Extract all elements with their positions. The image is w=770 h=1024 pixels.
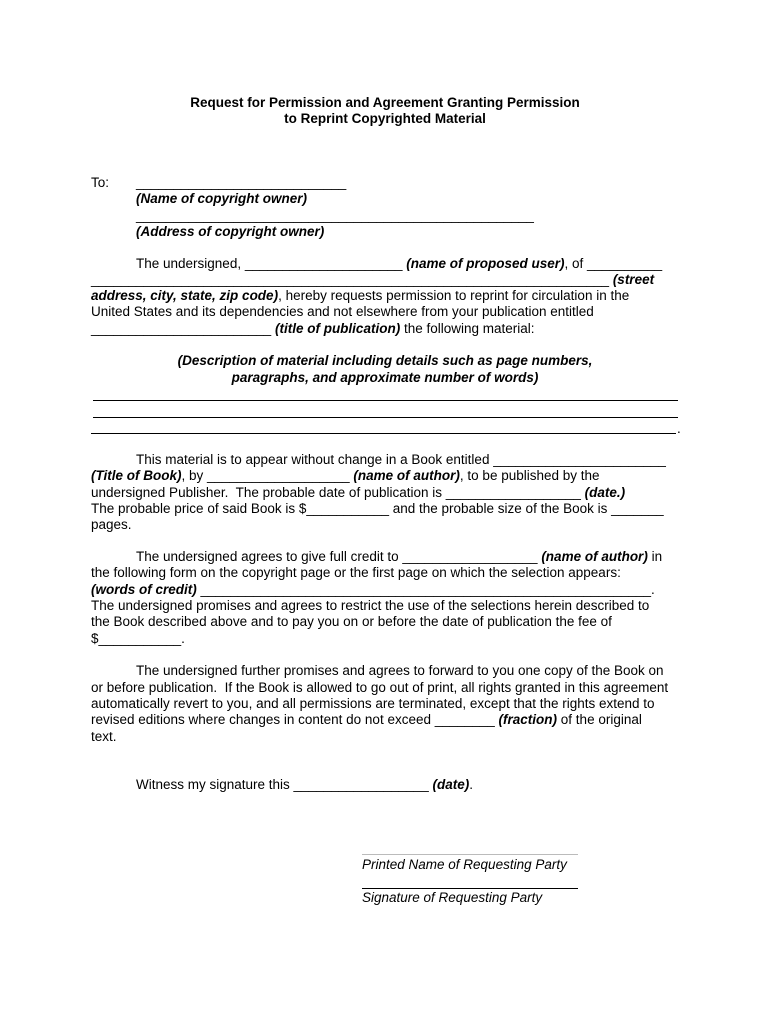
para2-line-5: pages. [91,517,132,532]
para1-text: the following material: [400,321,535,336]
document-title-line-1: Request for Permission and Agreement Granting Permission [190,95,580,110]
para3-text: in [647,549,663,564]
witness-date-label: (date) [432,777,470,792]
printed-name-line[interactable] [362,854,578,855]
street-blank[interactable]: _____________________________________________________________________ [91,272,613,287]
fraction-label: (fraction) [498,712,558,727]
para3-text: The undersigned agrees to give full credit to __________________ [136,549,542,564]
para1-line-2 [91,272,654,288]
publication-title-label: (title of publication) [274,321,401,336]
address-label: address, city, state, zip code) [91,288,279,303]
para4-text: of the original [557,712,642,727]
para3-line-5: the Book described above and to pay you on or before the date of publication the fee of [91,614,612,629]
proposed-user-label: (name of proposed user) [406,256,565,271]
para1-text: The undersigned, _____________________ [136,256,407,271]
para2-line-3 [91,485,625,501]
para2-line-1: This material is to appear without change in a Book entitled _______________________ [136,452,666,467]
para1-text: , of __________ [564,256,663,271]
para1-line-1 [136,256,662,272]
words-of-credit-blank[interactable]: ____________________________________________________________. [196,582,655,597]
words-of-credit-label: (words of credit) [91,582,197,597]
para3-line-4: The undersigned promises and agrees to restrict the use of the selections herein described to [91,598,650,613]
publication-title-blank[interactable]: ________________________ [91,321,275,336]
para4-line-4 [91,712,642,728]
witness-text: . [469,777,473,792]
street-label: (street [612,272,655,287]
description-end-period: . [677,421,681,436]
fee-blank[interactable]: $___________. [91,631,185,646]
para1-line-4: United States and its dependencies and not elsewhere from your publication entitled [91,304,594,319]
date-label: (date.) [584,485,626,500]
para3-line-2: the following form on the copyright page or the first page on which the selection appears: [91,565,621,580]
description-blank-line-1[interactable] [93,400,678,401]
para1-line-5 [91,321,535,337]
para1-text: , hereby requests permission to reprint for circulation in the [278,288,630,303]
author-label: (name of author) [353,468,460,483]
printed-name-label: Printed Name of Requesting Party [362,857,567,872]
para4-line-2: or before publication. If the Book is allowed to go out of print, all rights granted in this agreement [91,680,669,695]
owner-name-label: (Name of copyright owner) [136,191,308,206]
to-label: To: [91,175,110,190]
para4-text: revised editions where changes in content do not exceed ________ [91,712,499,727]
signature-line[interactable] [362,888,578,889]
description-line-2: paragraphs, and approximate number of words) [231,370,539,385]
para2-text: undersigned Publisher. The probable date of publication is __________________ [91,485,585,500]
para1-line-3 [91,288,629,304]
owner-address-blank[interactable]: _____________________________________________________ [136,208,534,223]
para2-line-4: The probable price of said Book is $___________ and the probable size of the Book is _______ [91,501,664,516]
description-blank-line-3[interactable] [91,433,676,434]
para2-text: , to be published by the [459,468,600,483]
witness-text: Witness my signature this __________________ [136,777,433,792]
para4-line-5: text. [91,729,117,744]
description-line-1: (Description of material including details such as page numbers, [177,353,593,368]
owner-address-label: (Address of copyright owner) [136,224,325,239]
owner-name-blank[interactable]: ____________________________ [136,175,347,190]
signature-label: Signature of Requesting Party [362,890,543,905]
description-blank-line-2[interactable] [93,417,678,418]
para3-line-1 [136,549,662,565]
document-title-line-2: to Reprint Copyrighted Material [284,111,486,126]
book-title-label: (Title of Book) [91,468,182,483]
para4-line-3: automatically revert to you, and all permissions are terminated, except that the rights extend to [91,696,655,711]
witness-line [136,777,473,793]
para4-line-1: The undersigned further promises and agrees to forward to you one copy of the Book on [136,663,664,678]
para2-text: , by ___________________ [181,468,354,483]
para3-line-3 [91,582,655,598]
author-label: (name of author) [541,549,648,564]
para2-line-2 [91,468,600,484]
